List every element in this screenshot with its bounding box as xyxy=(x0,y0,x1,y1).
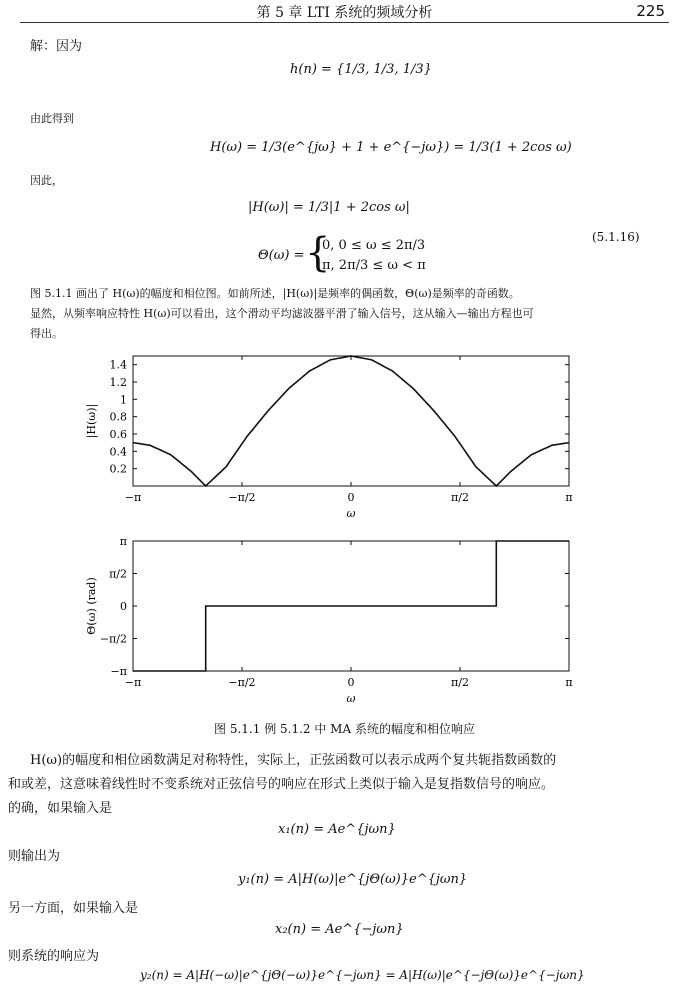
y-axis-label: Θ(ω) (rad) xyxy=(85,577,98,635)
equation-phase-case-2: π, 2π/3 ≤ ω < π xyxy=(322,258,426,273)
y-tick-label: −π/2 xyxy=(99,632,127,646)
equation-phase-brace: { xyxy=(305,230,331,276)
x-tick-label: π/2 xyxy=(451,676,469,689)
x-tick-label: π xyxy=(565,676,573,689)
equation-h xyxy=(290,62,432,77)
paragraph-1-line-3: 得出。 xyxy=(30,327,63,340)
equation-x2: x₂(n) = Ae^{−jωn} xyxy=(275,922,404,937)
y-tick-label: π xyxy=(119,534,127,548)
paragraph-1-line-2: 显然，从频率响应特性 H(ω)可以看出，这个滑动平均滤波器平滑了输入信号，这从输入—输出方程也可 xyxy=(30,307,534,320)
x-tick-label: −π/2 xyxy=(228,676,256,689)
solution-intro: 解：因为 xyxy=(30,39,83,54)
y-tick-label: 0.8 xyxy=(109,410,127,424)
page-number: 225 xyxy=(636,2,665,20)
x-tick-label: π xyxy=(565,491,573,504)
paragraph-2-line-1: H(ω)的幅度和相位函数满足对称特性，实际上，正弦函数可以表示成两个复共轭指数函数的 xyxy=(30,753,557,768)
series-line xyxy=(133,541,569,671)
response-is-label: 则系统的响应为 xyxy=(8,949,100,964)
y-tick-label: 0 xyxy=(120,600,127,613)
paragraph-2-line-2: 和或差，这意味着线性时不变系统对正弦信号的响应在形式上类似于输入是复指数信号的响应。 xyxy=(8,777,555,792)
x-tick-label: −π xyxy=(124,676,142,689)
output-is-label: 则输出为 xyxy=(8,849,61,864)
figure-caption: 图 5.1.1 例 5.1.2 中 MA 系统的幅度和相位响应 xyxy=(214,722,475,736)
x-tick-label: π/2 xyxy=(451,491,469,504)
x-tick-label: 0 xyxy=(347,676,355,689)
plot-frame xyxy=(133,356,569,486)
y-tick-label: 1.2 xyxy=(109,376,127,389)
equation-y2: y₂(n) = A|H(−ω)|e^{jΘ(−ω)}e^{−jωn} = A|H(ω)|e^{−jΘ(ω)}e^{−jωn} xyxy=(140,968,585,982)
equation-number: (5.1.16) xyxy=(592,230,640,244)
magnitude-chart xyxy=(85,356,573,520)
y-tick-label: −π xyxy=(110,665,127,679)
equation-x1: x₁(n) = Ae^{jωn} xyxy=(278,822,396,837)
running-header: 第 5 章 LTI 系统的频域分析 xyxy=(256,5,433,21)
y-tick-label: 1.4 xyxy=(109,358,127,372)
y-tick-label: 0.6 xyxy=(109,428,127,441)
x-tick-label: 0 xyxy=(347,491,355,504)
y-tick-label: 0.2 xyxy=(109,462,127,476)
y-axis-label: |H(ω)| xyxy=(85,403,98,439)
header-rule xyxy=(20,22,669,23)
equation-h-text: h(n) = {1/3, 1/3, 1/3} xyxy=(290,62,432,77)
other-hand-label: 另一方面，如果输入是 xyxy=(8,901,139,916)
x-tick-label: −π/2 xyxy=(228,491,256,504)
y-tick-label: π/2 xyxy=(109,567,127,581)
therefore-line-1: 由此得到 xyxy=(30,112,74,125)
y-tick-label: 1 xyxy=(120,393,127,407)
y-tick-label: 0.4 xyxy=(109,445,127,459)
x-tick-label: −π xyxy=(124,491,142,504)
equation-phase-case-1: 0, 0 ≤ ω ≤ 2π/3 xyxy=(322,238,426,253)
equation-magnitude: |H(ω)| = 1/3|1 + 2cos ω| xyxy=(248,200,410,215)
phase-chart xyxy=(85,535,573,705)
paragraph-1-line-1: 图 5.1.1 画出了 H(ω)的幅度和相位图。如前所述，|H(ω)|是频率的偶函数，Θ(ω)是频率的奇函数。 xyxy=(30,287,520,300)
equation-H: H(ω) = 1/3(e^{jω} + 1 + e^{−jω}) = 1/3(1 + 2cos ω) xyxy=(210,140,572,155)
paragraph-2-line-3: 的确，如果输入是 xyxy=(8,801,113,816)
equation-phase-lhs: Θ(ω) = xyxy=(258,248,305,263)
therefore-line-2: 因此， xyxy=(30,174,63,187)
equation-y1: y₁(n) = A|H(ω)|e^{jΘ(ω)}e^{jωn} xyxy=(238,872,468,887)
x-axis-label: ω xyxy=(346,692,356,705)
figure-5-1-1 xyxy=(0,345,689,715)
series-line xyxy=(133,356,569,486)
x-axis-label: ω xyxy=(346,507,356,520)
